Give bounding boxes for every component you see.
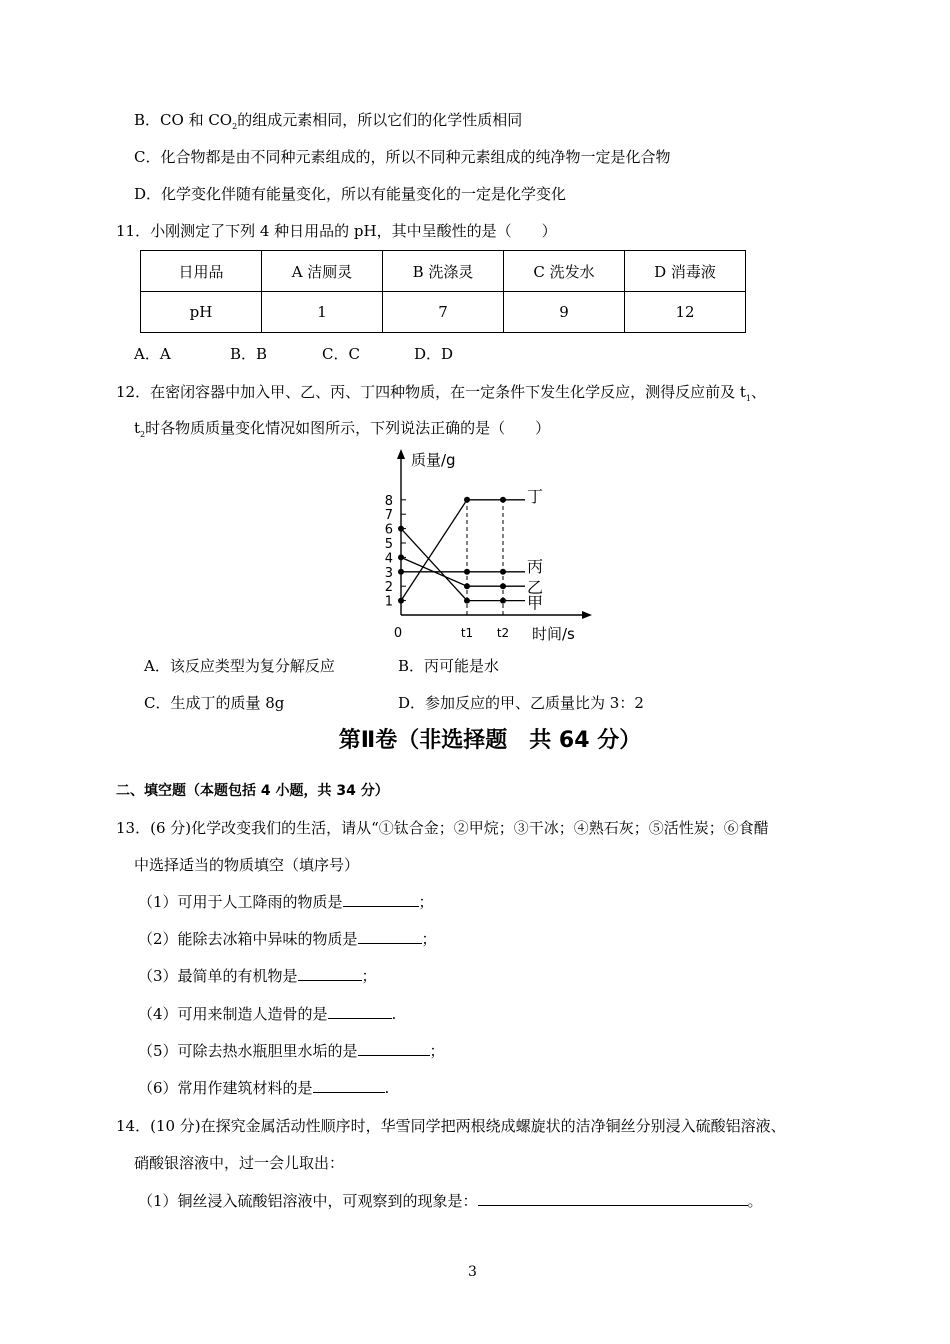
section-heading: 二、填空题（本题包括 4 小题，共 34 分） <box>116 783 389 799</box>
mass-time-chart <box>360 445 600 645</box>
x-tick-label: t2 <box>496 626 510 640</box>
table-header-cell: C 洗发水 <box>504 251 625 292</box>
answer-blank[interactable] <box>478 1191 748 1206</box>
answer-blank[interactable] <box>343 892 419 907</box>
q12-stem-line1: 12．在密闭容器中加入甲、乙、丙、丁四种物质，在一定条件下发生化学反应，测得反应前及 $t_1$、 <box>116 383 766 403</box>
y-tick-label: 7 <box>384 508 393 524</box>
table-header-cell: D 消毒液 <box>625 251 746 292</box>
series-label: 丙 <box>527 556 544 576</box>
table-cell: 12 <box>625 292 746 333</box>
x-axis-arrow <box>582 611 592 619</box>
data-point <box>464 569 470 575</box>
data-point <box>464 598 470 604</box>
q14-stem-line2: 硝酸银溶液中，过一会儿取出： <box>134 1154 345 1172</box>
series-label: 甲 <box>527 593 544 613</box>
q14-item-1: （1）铜丝浸入硫酸铝溶液中，可观察到的现象是： 。 <box>138 1192 763 1210</box>
table-header-row <box>141 251 746 292</box>
y-axis-arrow <box>397 449 405 459</box>
x-axis-label: 时间/s <box>532 625 575 643</box>
q10-option-b: B．CO 和 $CO_2$的组成元素相同，所以它们的化学性质相同 <box>134 111 523 131</box>
data-point <box>500 598 506 604</box>
table-cell: 9 <box>504 292 625 333</box>
answer-blank[interactable] <box>298 966 362 981</box>
y-tick-label: 8 <box>384 493 393 509</box>
data-point <box>500 497 506 503</box>
y-tick-label: 1 <box>384 594 393 610</box>
y-tick-label: 3 <box>384 565 393 581</box>
part2-title: 第Ⅱ卷（非选择题 共 64 分） <box>338 728 642 753</box>
answer-blank[interactable] <box>358 929 422 944</box>
q13-item-3: （3）最简单的有机物是 ； <box>138 967 377 985</box>
table-cell: pH <box>141 292 262 333</box>
q12-option-c: C．生成丁的质量 8g <box>144 694 285 712</box>
y-tick-label: 5 <box>384 537 393 552</box>
q11-option-d: D．D <box>414 345 454 363</box>
q13-item-6: （6）常用作建筑材料的是 . <box>138 1079 390 1097</box>
table-header-cell: B 洗涤灵 <box>383 251 504 292</box>
y-tick-label: 2 <box>384 580 393 596</box>
page-number: 3 <box>468 1264 477 1280</box>
data-point <box>500 583 506 589</box>
series-label: 丁 <box>527 486 544 506</box>
answer-blank[interactable] <box>313 1078 385 1093</box>
q12-option-a: A．该反应类型为复分解反应 <box>144 657 335 675</box>
q11-option-b: B．B <box>230 345 268 363</box>
table-cell: 1 <box>262 292 383 333</box>
table-header-cell: 日用品 <box>141 251 262 292</box>
q12-stem-line2: $t_2$时各物质质量变化情况如图所示，下列说法正确的是（ ） <box>134 419 551 439</box>
data-point <box>464 583 470 589</box>
q13-item-4: （4）可用来制造人造骨的是 . <box>138 1005 397 1023</box>
data-point <box>398 598 404 604</box>
table-header-cell: A 洁厕灵 <box>262 251 383 292</box>
origin-label: 0 <box>393 626 403 641</box>
q12-option-d: D．参加反应的甲、乙质量比为 3：2 <box>398 694 644 712</box>
q10-option-c: C．化合物都是由不同种元素组成的，所以不同种元素组成的纯净物一定是化合物 <box>134 148 671 166</box>
data-point <box>398 554 404 560</box>
y-tick-label: 4 <box>384 551 393 567</box>
table-cell: 7 <box>383 292 504 333</box>
q11-option-a: A．A <box>134 345 171 363</box>
q14-stem-line1: 14．(10 分)在探究金属活动性顺序时，华雪同学把两根绕成螺旋状的洁净铜丝分别浸入硫酸铝溶液、 <box>116 1117 786 1135</box>
table-row <box>141 292 746 333</box>
ph-table <box>140 250 746 333</box>
data-point <box>500 569 506 575</box>
q13-item-2: （2）能除去冰箱中异味的物质是 ； <box>138 930 437 948</box>
q10-option-d: D．化学变化伴随有能量变化，所以有能量变化的一定是化学变化 <box>134 185 567 203</box>
q12-option-b: B．丙可能是水 <box>398 657 500 675</box>
answer-blank[interactable] <box>358 1041 430 1056</box>
data-point <box>398 569 404 575</box>
data-point <box>398 526 404 532</box>
answer-blank[interactable] <box>328 1004 392 1019</box>
series-line-丁 <box>401 500 503 601</box>
data-point <box>464 497 470 503</box>
x-tick-label: t1 <box>460 626 474 640</box>
q13-item-1: （1）可用于人工降雨的物质是 ； <box>138 893 434 911</box>
y-tick-label: 6 <box>384 522 393 538</box>
q11-option-c: C．C <box>322 345 360 363</box>
q13-stem-line2: 中选择适当的物质填空（填序号） <box>134 856 360 874</box>
q11-stem: 11．小刚测定了下列 4 种日用品的 pH，其中呈酸性的是（ ） <box>116 222 557 240</box>
q13-stem-line1: 13．(6 分)化学改变我们的生活，请从“①钛合金；②甲烷；③干冰；④熟石灰；⑤活性炭；⑥食醋 <box>116 819 769 837</box>
q13-item-5: （5）可除去热水瓶胆里水垢的是 ； <box>138 1042 445 1060</box>
series-label: 乙 <box>527 578 544 598</box>
y-axis-label: 质量/g <box>411 451 456 469</box>
